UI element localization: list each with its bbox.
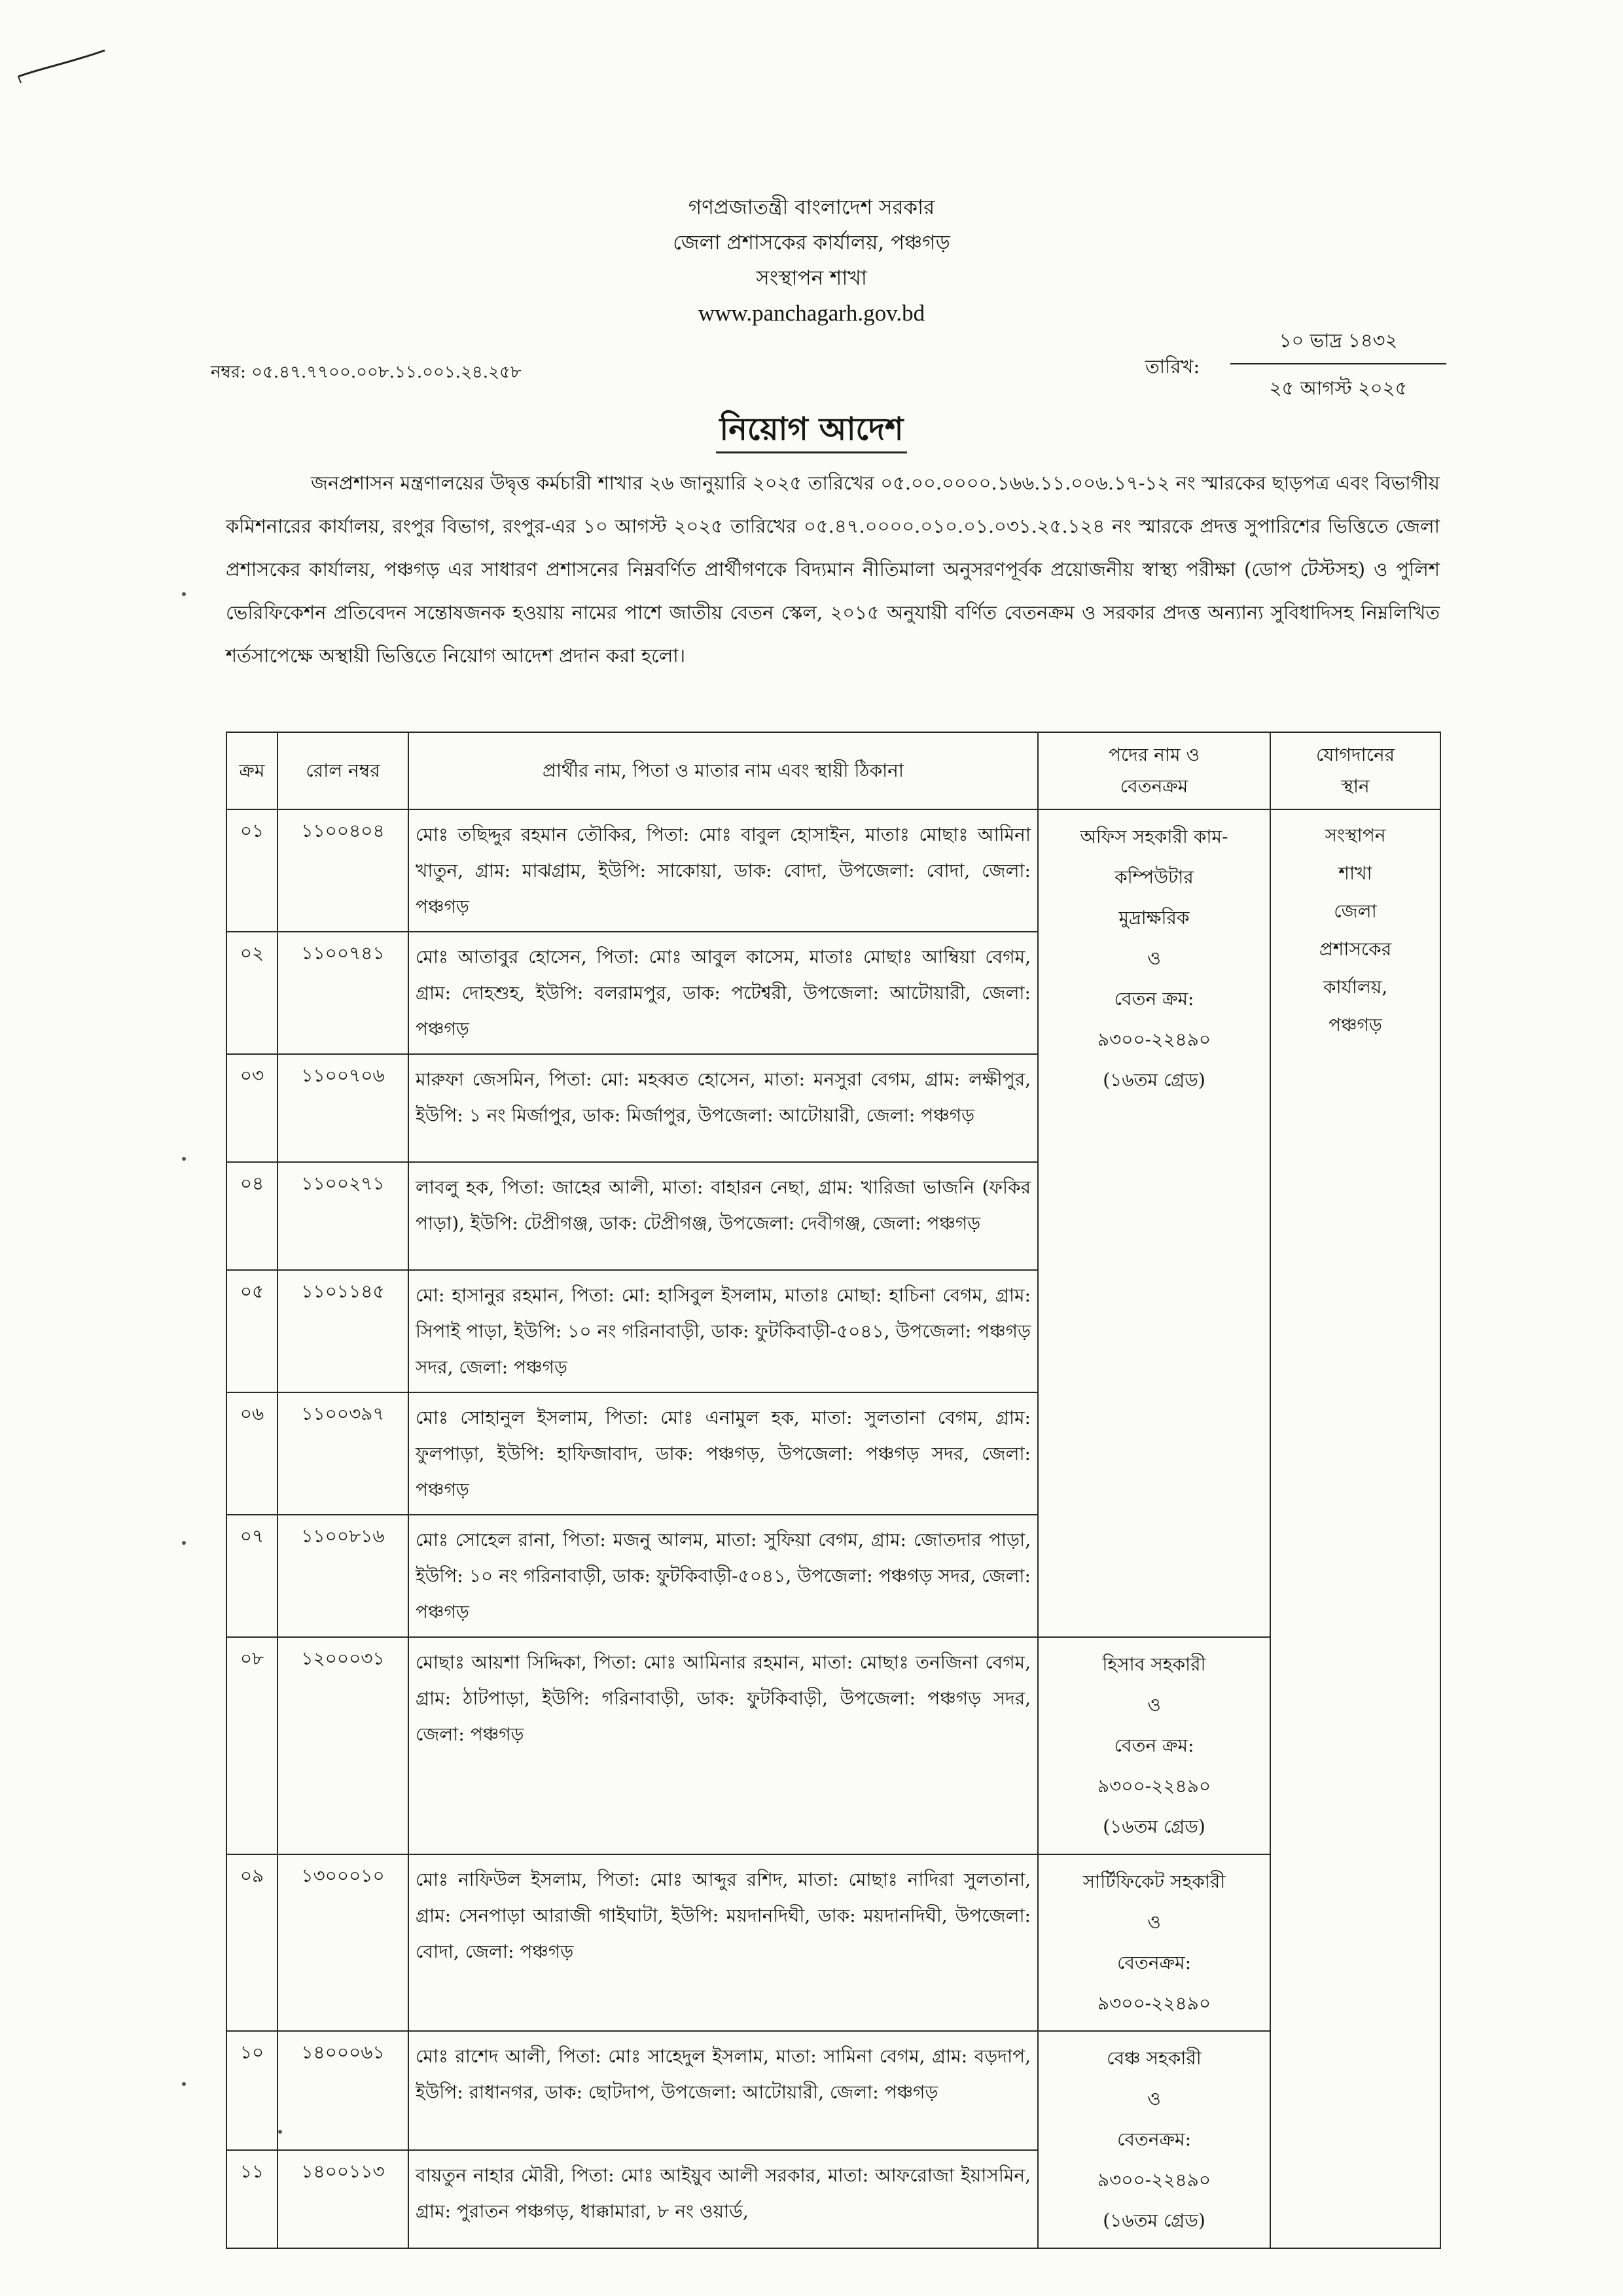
office-name: জেলা প্রশাসকের কার্যালয়, পঞ্চগড় xyxy=(673,231,950,255)
serial-cell: ০৭ xyxy=(226,1515,277,1637)
header-joining-place: যোগদানের স্থান xyxy=(1270,732,1440,809)
header-roll: রোল নম্বর xyxy=(277,732,408,809)
roll-cell: ১৪০০০৬১ xyxy=(277,2031,408,2150)
serial-cell: ০৪ xyxy=(226,1162,277,1270)
table-row xyxy=(226,1854,1440,2031)
post-cell-continued xyxy=(1038,1162,1270,1637)
candidate-details: বায়তুন নাহার মৌরী, পিতা: মোঃ আইয়ুব আলী সরকার, মাতা: আফরোজা ইয়াসমিন, গ্রাম: পুরাতন পঞ্চগড়, ধাক্কামারা, ৮ নং ওয়ার্ড, xyxy=(408,2150,1038,2248)
roll-cell: ১১০০৮১৬ xyxy=(277,1515,408,1637)
appointment-table xyxy=(226,732,1441,2249)
date-block xyxy=(1230,326,1446,406)
candidate-details: মোঃ নাফিউল ইসলাম, পিতা: মোঃ আব্দুর রশিদ, মাতা: মোছাঃ নাদিরা সুলতানা, গ্রাম: সেনপাড়া আরাজী গাইঘাটা, ইউপি: ময়দানদিঘী, ডাক: ময়দানদিঘী, উপজেলা: বোদা, জেলা: পঞ্চগড় xyxy=(408,1854,1038,2031)
joining-place-cell: সংস্থাপন শাখা জেলা প্রশাসকের কার্যালয়, পঞ্চগড় xyxy=(1270,809,1440,2248)
table-row xyxy=(226,2031,1440,2150)
section-name: সংস্থাপন শাখা xyxy=(756,266,867,290)
serial-cell: ১০ xyxy=(226,2031,277,2150)
candidate-details: মো: হাসানুর রহমান, পিতা: মো: হাসিবুল ইসলাম, মাতাঃ মোছা: হাচিনা বেগম, গ্রাম: সিপাই পাড়া, ইউপি: ১০ নং গরিনাবাড়ী, ডাক: ফুটকিবাড়ী-৫০৪১, উপজেলা: পঞ্চগড় সদর, জেলা: পঞ্চগড় xyxy=(408,1270,1038,1392)
website-url: www.panchagarh.gov.bd xyxy=(698,300,925,326)
serial-cell: ০৯ xyxy=(226,1854,277,2031)
margin-dot xyxy=(182,1541,186,1545)
candidate-details: মারুফা জেসমিন, পিতা: মো: মহব্বত হোসেন, মাতা: মনসুরা বেগম, গ্রাম: লক্ষীপুর, ইউপি: ১ নং মির্জাপুর, ডাক: মির্জাপুর, উপজেলা: আটোয়ারী, জেলা: পঞ্চগড় xyxy=(408,1054,1038,1162)
roll-cell: ১১০০৭৪১ xyxy=(277,932,408,1054)
roll-cell: ১১০০৪০৪ xyxy=(277,809,408,932)
table-header-row xyxy=(226,732,1440,809)
candidate-details: মোঃ রাশেদ আলী, পিতা: মোঃ সাহেদুল ইসলাম, মাতা: সামিনা বেগম, গ্রাম: বড়দাপ, ইউপি: রাধানগর, ডাক: ছোটদাপ, উপজেলা: আটোয়ারী, জেলা: পঞ্চগড় xyxy=(408,2031,1038,2150)
intro-paragraph: জনপ্রশাসন মন্ত্রণালয়ের উদ্বৃত্ত কর্মচারী শাখার ২৬ জানুয়ারি ২০২৫ তারিখের ০৫.০০.০০০০.১৬৬.১১.০০৬.১৭-১২ নং স্মারকের ছাড়পত্র এবং বিভাগীয় কমিশনারের কার্যালয়, রংপুর বিভাগ, রংপুর-এর ১০ আগস্ট ২০২৫ তারিখের ০৫.৪৭.০০০০.০১০.০১.০৩১.২৫.১২৪ নং স্মারকে প্রদত্ত সুপারিশের ভিত্তিতে জেলা প্রশাসকের কার্যালয়, পঞ্চগড় এর সাধারণ প্রশাসনের নিম্নবর্ণিত প্রার্থীগণকে বিদ্যমান নীতিমালা অনুসরণপূর্বক প্রয়োজনীয় স্বাস্থ্য পরীক্ষা (ডোপ টেস্টসহ) ও পুলিশ ভেরিফিকেশন প্রতিবেদন সন্তোষজনক হওয়ায় নামের পাশে জাতীয় বেতন স্কেল, ২০১৫ অনুযায়ী বর্ণিত বেতনক্রম ও সরকার প্রদত্ত অন্যান্য সুবিধাদিসহ নিম্নলিখিত শর্তসাপেক্ষে অস্থায়ী ভিত্তিতে নিয়োগ আদেশ প্রদান করা হলো। xyxy=(226,472,1440,667)
candidate-details: লাবলু হক, পিতা: জাহের আলী, মাতা: বাহারন নেছা, গ্রাম: খারিজা ভাজনি (ফকির পাড়া), ইউপি: টেপ্রীগঞ্জ, ডাক: টেপ্রীগঞ্জ, উপজেলা: দেবীগঞ্জ, জেলা: পঞ্চগড় xyxy=(408,1162,1038,1270)
roll-cell: ১১০০২৭১ xyxy=(277,1162,408,1270)
roll-cell: ১২০০০৩১ xyxy=(277,1637,408,1854)
date-bangla: ১০ ভাদ্র ১৪৩২ xyxy=(1230,326,1446,364)
serial-cell: ০৩ xyxy=(226,1054,277,1162)
post-cell: বেঞ্চ সহকারী ও বেতনক্রম: ৯৩০০-২২৪৯০ (১৬তম গ্রেড) xyxy=(1038,2031,1270,2248)
candidate-details: মোঃ সোহেল রানা, পিতা: মজনু আলম, মাতা: সুফিয়া বেগম, গ্রাম: জোতদার পাড়া, ইউপি: ১০ নং গরিনাবাড়ী, ডাক: ফুটকিবাড়ী-৫০৪১, উপজেলা: পঞ্চগড় সদর, জেলা: পঞ্চগড় xyxy=(408,1515,1038,1637)
document-title-wrap xyxy=(0,406,1623,457)
candidate-details: মোঃ তছিদ্দুর রহমান তৌকির, পিতা: মোঃ বাবুল হোসাইন, মাতাঃ মোছাঃ আমিনা খাতুন, গ্রাম: মাঝগ্রাম, ইউপি: সাকোয়া, ডাক: বোদা, উপজেলা: বোদা, জেলা: পঞ্চগড় xyxy=(408,809,1038,932)
roll-cell: ১৪০০১১৩ xyxy=(277,2150,408,2248)
serial-cell: ০২ xyxy=(226,932,277,1054)
post-cell: হিসাব সহকারী ও বেতন ক্রম: ৯৩০০-২২৪৯০ (১৬তম গ্রেড) xyxy=(1038,1637,1270,1854)
header-details: প্রার্থীর নাম, পিতা ও মাতার নাম এবং স্থায়ী ঠিকানা xyxy=(408,732,1038,809)
serial-cell: ১১ xyxy=(226,2150,277,2248)
roll-cell: ১১০১১৪৫ xyxy=(277,1270,408,1392)
margin-dot xyxy=(278,2130,282,2134)
roll-cell: ১১০০৩৯৭ xyxy=(277,1392,408,1515)
date-label: তারিখ: xyxy=(1145,355,1200,378)
pen-mark xyxy=(13,36,111,95)
date-english: ২৫ আগস্ট ২০২৫ xyxy=(1269,377,1408,399)
serial-cell: ০৫ xyxy=(226,1270,277,1392)
margin-dot xyxy=(182,2082,186,2086)
header-serial: ক্রম xyxy=(226,732,277,809)
post-cell: অফিস সহকারী কাম- কম্পিউটার মুদ্রাক্ষরিক ও বেতন ক্রম: ৯৩০০-২২৪৯০ (১৬তম গ্রেড) xyxy=(1038,809,1270,1162)
margin-dot xyxy=(182,1157,186,1161)
serial-cell: ০১ xyxy=(226,809,277,932)
table-row xyxy=(226,1162,1440,1270)
table-row xyxy=(226,809,1440,932)
candidate-details: মোঃ সোহানুল ইসলাম, পিতা: মোঃ এনামুল হক, মাতা: সুলতানা বেগম, গ্রাম: ফুলপাড়া, ইউপি: হাফিজাবাদ, ডাক: পঞ্চগড়, উপজেলা: পঞ্চগড় সদর, জেলা: পঞ্চগড় xyxy=(408,1392,1038,1515)
post-cell: সার্টিফিকেট সহকারী ও বেতনক্রম: ৯৩০০-২২৪৯০ xyxy=(1038,1854,1270,2031)
government-name: গণপ্রজাতন্ত্রী বাংলাদেশ সরকার xyxy=(688,196,935,219)
letterhead xyxy=(0,190,1623,331)
table-row xyxy=(226,1637,1440,1854)
margin-dot xyxy=(182,592,186,596)
memo-number: নম্বর: ০৫.৪৭.৭৭০০.০০৮.১১.০০১.২৪.২৫৮ xyxy=(211,362,522,382)
header-post: পদের নাম ও বেতনক্রম xyxy=(1038,732,1270,809)
serial-cell: ০৮ xyxy=(226,1637,277,1854)
roll-cell: ১১০০৭০৬ xyxy=(277,1054,408,1162)
candidate-details: মোছাঃ আয়শা সিদ্দিকা, পিতা: মোঃ আমিনার রহমান, মাতা: মোছাঃ তনজিনা বেগম, গ্রাম: ঠাটপাড়া, ইউপি: গরিনাবাড়ী, ডাক: ফুটকিবাড়ী, উপজেলা: পঞ্চগড় সদর, জেলা: পঞ্চগড় xyxy=(408,1637,1038,1854)
candidate-details: মোঃ আতাবুর হোসেন, পিতা: মোঃ আবুল কাসেম, মাতাঃ মোছাঃ আম্বিয়া বেগম, গ্রাম: দোহশুহ, ইউপি: বলরামপুর, ডাক: পটেশ্বরী, উপজেলা: আটোয়ারী, জেলা: পঞ্চগড় xyxy=(408,932,1038,1054)
document-title: নিয়োগ আদেশ xyxy=(716,411,908,453)
serial-cell: ০৬ xyxy=(226,1392,277,1515)
roll-cell: ১৩০০০১০ xyxy=(277,1854,408,2031)
